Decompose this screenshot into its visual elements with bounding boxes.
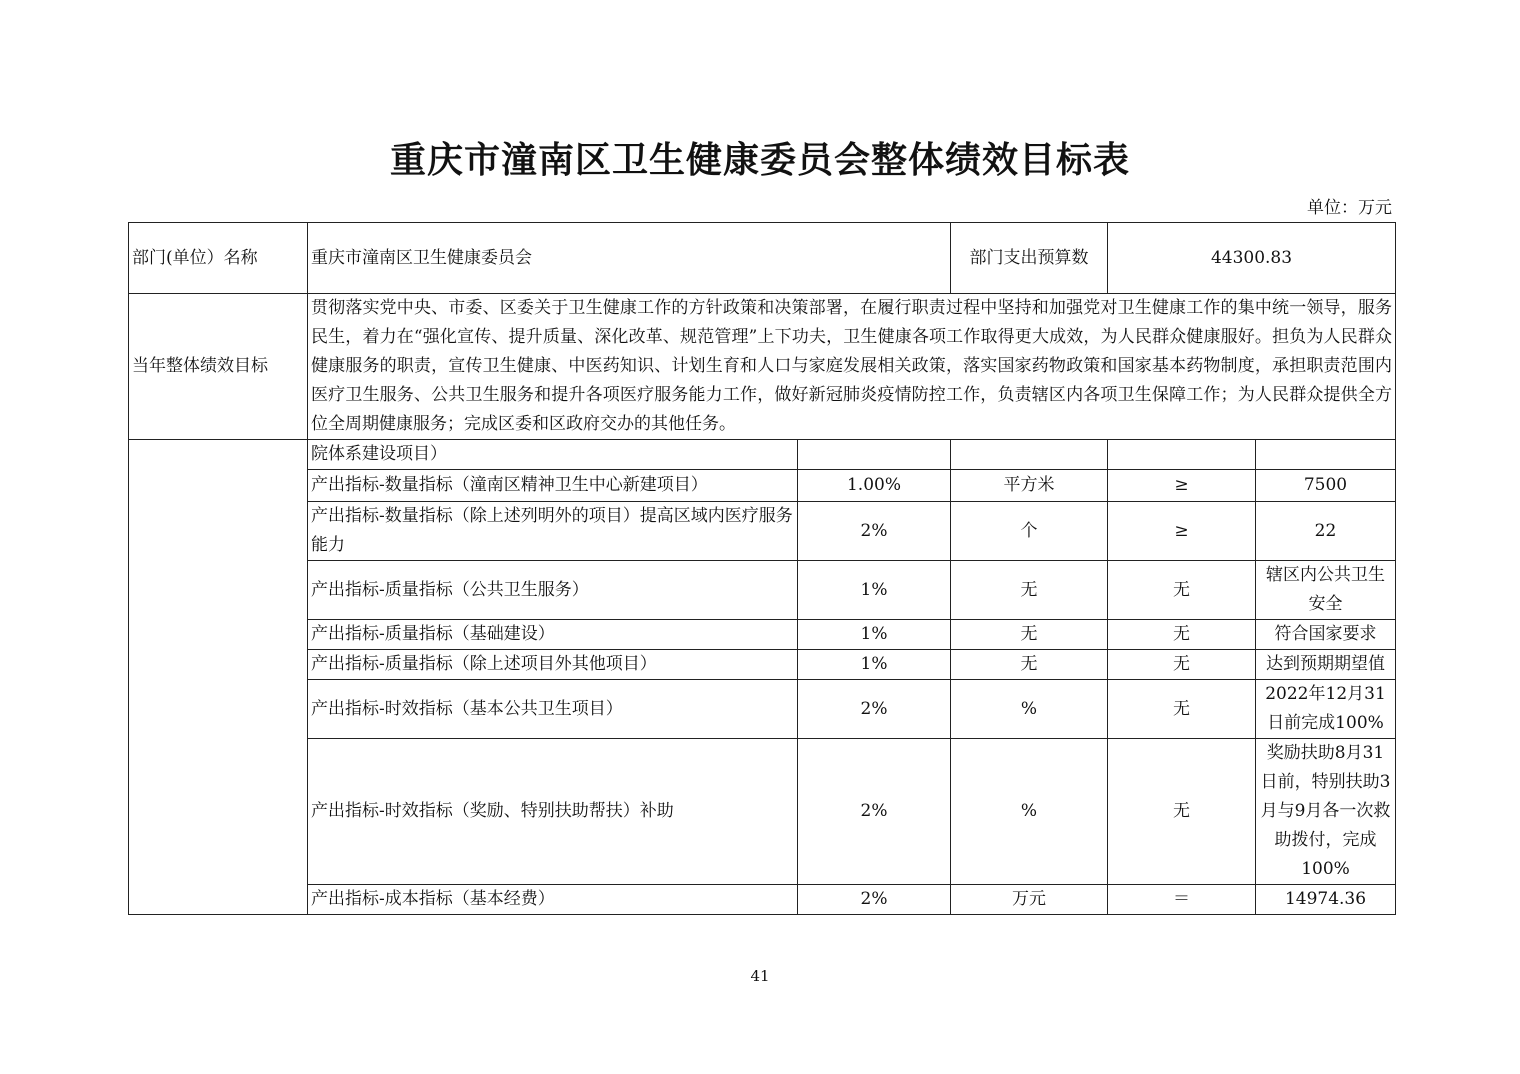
indicator-target: 达到预期期望值 <box>1256 650 1396 680</box>
table-row <box>129 502 1396 561</box>
table-row <box>129 680 1396 739</box>
indicator-name: 产出指标-数量指标（潼南区精神卫生中心新建项目） <box>308 470 798 502</box>
indicator-weight: 2% <box>798 885 951 915</box>
indicator-weight: 2% <box>798 739 951 885</box>
indicator-unit: 平方米 <box>951 470 1108 502</box>
indicator-weight: 2% <box>798 502 951 561</box>
indicator-target: 符合国家要求 <box>1256 620 1396 650</box>
indicator-op: 无 <box>1108 739 1256 885</box>
indicator-target: 2022年12月31日前完成100% <box>1256 680 1396 739</box>
indicator-op: ≥ <box>1108 470 1256 502</box>
indicator-name: 产出指标-质量指标（基础建设） <box>308 620 798 650</box>
page-number: 41 <box>750 967 770 985</box>
indicator-weight: 1% <box>798 650 951 680</box>
table-row <box>129 650 1396 680</box>
indicator-name: 产出指标-质量指标（公共卫生服务） <box>308 561 798 620</box>
indicator-op: 无 <box>1108 620 1256 650</box>
indicator-op: 无 <box>1108 650 1256 680</box>
table-row <box>129 620 1396 650</box>
indicator-weight <box>798 440 951 470</box>
indicator-name: 产出指标-时效指标（基本公共卫生项目） <box>308 680 798 739</box>
indicator-name: 产出指标-数量指标（除上述列明外的项目）提高区域内医疗服务能力 <box>308 502 798 561</box>
table-row <box>129 470 1396 502</box>
indicator-op: 无 <box>1108 680 1256 739</box>
indicator-weight: 2% <box>798 680 951 739</box>
indicator-weight: 1% <box>798 620 951 650</box>
indicator-unit: 万元 <box>951 885 1108 915</box>
indicator-unit: % <box>951 680 1108 739</box>
indicator-target: 奖励扶助8月31日前，特别扶助3月与9月各一次救助拨付，完成100% <box>1256 739 1396 885</box>
indicator-target: 辖区内公共卫生安全 <box>1256 561 1396 620</box>
indicator-weight: 1.00% <box>798 470 951 502</box>
indicator-name: 产出指标-质量指标（除上述项目外其他项目） <box>308 650 798 680</box>
indicator-op: 无 <box>1108 561 1256 620</box>
indicator-target <box>1256 440 1396 470</box>
goal-row <box>129 294 1396 440</box>
indicator-unit <box>951 440 1108 470</box>
indicator-weight: 1% <box>798 561 951 620</box>
goal-label: 当年整体绩效目标 <box>129 294 308 440</box>
indicator-op: ≥ <box>1108 502 1256 561</box>
indicator-unit: 无 <box>951 561 1108 620</box>
indicator-op: ＝ <box>1108 885 1256 915</box>
document-title: 重庆市潼南区卫生健康委员会整体绩效目标表 <box>389 139 1130 181</box>
indicator-unit: 个 <box>951 502 1108 561</box>
table-row <box>129 561 1396 620</box>
indicator-unit: 无 <box>951 620 1108 650</box>
indicator-unit: % <box>951 739 1108 885</box>
indicator-target: 7500 <box>1256 470 1396 502</box>
table-row <box>129 739 1396 885</box>
indicator-op <box>1108 440 1256 470</box>
dept-name: 重庆市潼南区卫生健康委员会 <box>308 223 951 294</box>
unit-label: 单位：万元 <box>1307 198 1392 218</box>
table-row <box>129 440 1396 470</box>
indicator-target: 22 <box>1256 502 1396 561</box>
performance-table <box>128 222 1396 915</box>
indicator-name: 产出指标-成本指标（基本经费） <box>308 885 798 915</box>
indicator-target: 14974.36 <box>1256 885 1396 915</box>
table-row <box>129 885 1396 915</box>
goal-text: 贯彻落实党中央、市委、区委关于卫生健康工作的方针政策和决策部署，在履行职责过程中坚持和加强党对卫生健康工作的集中统一领导，服务民生，着力在“强化宣传、提升质量、深化改革、规范管理”上下功夫，卫生健康各项工作取得更大成效，为人民群众健康服好。担负为人民群众健康服务的职责，宣传卫生健康、中医药知识、计划生育和人口与家庭发展相关政策，落实国家药物政策和国家基本药物制度，承担职责范围内医疗卫生服务、公共卫生服务和提升各项医疗服务能力工作，做好新冠肺炎疫情防控工作，负责辖区内各项卫生保障工作；为人民群众提供全方位全周期健康服务；完成区委和区政府交办的其他任务。 <box>308 294 1396 440</box>
budget-label: 部门支出预算数 <box>951 223 1108 294</box>
dept-label: 部门(单位）名称 <box>129 223 308 294</box>
budget-value: 44300.83 <box>1108 223 1396 294</box>
indicator-name: 产出指标-时效指标（奖励、特别扶助帮扶）补助 <box>308 739 798 885</box>
indicator-name: 院体系建设项目） <box>308 440 798 470</box>
indicator-group-cell <box>129 440 308 915</box>
indicator-unit: 无 <box>951 650 1108 680</box>
header-row <box>129 223 1396 294</box>
